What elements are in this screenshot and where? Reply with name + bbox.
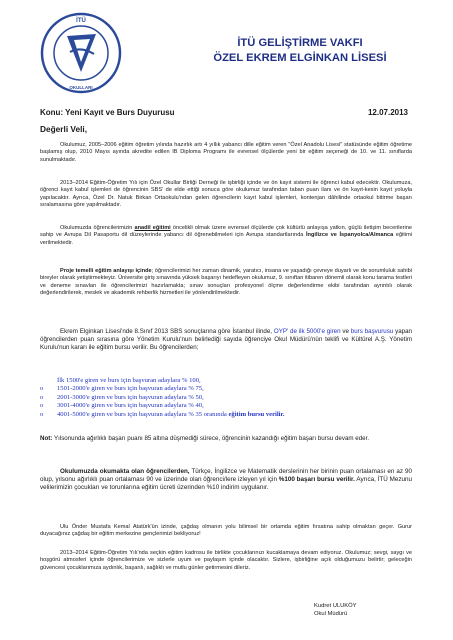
paragraph-closing: 2013–2014 Eğitim-Öğretim Yılı'nda seçkin eğitim kadrosu ile birlikte çocuklarınızı kucaklamaya devam ediyoruz. Okulumuz; sevgi, saygı ve hoşgörü atmosferi içinde öğrencilerimize ve sizlerle uyum ve paylaşım içinde olacaktır. Sizlere, işbirliğine açık olduğumuzu belirtir; geleceğin güvencesi çocuklarımıza aydınlık, başarılı, sağlıklı ve mutlu günler getirmesini dileriz.: [40, 550, 412, 571]
scholarship-list: [40, 377, 412, 419]
paragraph-scholarship: Ekrem Elginkan Lisesi'nde 8.Sınıf 2013 SBS sonuçlarına göre İstanbul ilinde, OYP' de ilk 5000'e giren ve burs başvurusu yapan öğrencilerden puan sırasına göre Yönetim Kurulu'nun belirlediği sayıda öğrenciye Okul Müdürü'nün teklifi ve Kültürel A.Ş. Yönetim Kurulu'nun kararı ile eğitim bursu verilir. Bu öğrencilerden;: [40, 328, 412, 351]
application-highlight: burs başvurusu: [350, 328, 394, 335]
list-item: İlk 1500'e giren ve burs için başvuran adaylara % 100,: [57, 377, 201, 384]
note-label: Not:: [40, 435, 53, 442]
signature-block: [314, 602, 357, 618]
note-paragraph: Not: Yılsonunda ağırlıklı başarı puanı 85 altına düşmediği sürece, öğrencinin kazandığı eğitim başarı bursu devam eder.: [40, 435, 370, 442]
oyp-highlight: OYP' de ilk 5000'e giren: [273, 328, 341, 335]
svg-text:OKULLARI: OKULLARI: [69, 85, 93, 90]
students-emphasis: Okulumuzda okumakta olan öğrencilerden,: [60, 468, 190, 475]
list-item: o 3001-4000'e giren ve burs için başvuran adaylara % 40,: [40, 402, 204, 410]
paragraph-registration: 2013–2014 Eğitim-Öğretim Yılı için Özel Okullar Birliği Derneği ile işbirliği içinde ve ön kayıt sistemi ile öğrenci kabul edecektir. Okulumuza, öğrenci kayıt kabul işlemleri de öğrencinin SBS' de elde ettiği sonuca göre okulumuz tarafından taban puan ilanı ve ön kayıt-kesin kayıt yoluyla yapılacaktır. Ayrıca, Özel Dr. Natuk Birkan Ortaokulu'ndan gelen öğrencilerin kayıt kabul işlemleri, kontenjan dâhilinde ortaokul bitirme başarı sıralamasına göre yapılmaktadır.: [40, 180, 412, 208]
full-scholarship-emphasis: %100 başarı bursu verilir.: [278, 476, 355, 484]
language-emphasis: İngilizce ve İspanyolca/Almanca: [306, 232, 394, 239]
school-name: ÖZEL EKREM ELGİNKAN LİSESİ: [213, 51, 387, 64]
project-emphasis: Proje temelli eğitim anlayışı içinde: [60, 268, 152, 274]
greeting: Değerli Veli,: [40, 124, 88, 134]
paragraph-ataturk: Ulu Önder Mustafa Kemal Atatürk'ün izinde, çağdaş olmanın yolu bilimsel bir ortamda eğitim fırsatına sahip olmaktan geçer. Gurur duyacağınız çağdaş bir eğitim merkezine gençlerimizi bekliyoruz!: [40, 524, 412, 538]
signature-name: Kudret ULUKÖY: [314, 603, 357, 609]
school-logo: [40, 12, 122, 94]
anadil-emphasis: anadil eğitimi: [134, 225, 171, 231]
paragraph-intro: Okulumuz, 2005–2006 eğitim öğretim yılında hazırlık artı 4 yıllık yabancı dille eğitim veren "Özel Anadolu Lisesi" statüsünde eğitim öğretime başlamış olup, 2010 Mayıs ayında akredite edilen IB Diploma Programı ile evrensel ölçülerde yeni bir eğitim seçeneği de 10. ve 11. sınıflarda sunulmaktadır.: [40, 142, 412, 163]
signature-role: Okul Müdürü: [314, 611, 348, 617]
svg-text:İTÜ: İTÜ: [76, 18, 86, 24]
letter-date: 12.07.2013: [367, 108, 408, 117]
subject-line: Konu: Yeni Kayıt ve Burs Duyurusu: [40, 108, 175, 117]
list-item: o 1501-2000'e giren ve burs için başvuran adaylara % 75,: [40, 385, 204, 393]
foundation-name: İTÜ GELİŞTİRME VAKFI: [237, 37, 363, 49]
list-item: o 4001-5000'e giren ve burs için başvuran adaylara % 35 oranında eğitim bursu verilir.: [40, 410, 285, 418]
subject-row: [40, 108, 408, 117]
school-title: [150, 36, 450, 65]
paragraph-language: Okulumuzda öğrencilerimizin anadil eğitimi öncelikli olmak üzere evrensel ölçülerde çok kültürlü anlayışa yatkın, güçlü iletişim becerilerine sahip ve Avrupa Dil Pasaportu dil düzeylerinde yabancı dil öğrenebilmeleri için Avrupa standartlarında İngilizce ve İspanyolca/Almanca eğitimi verilmektedir.: [40, 225, 412, 246]
paragraph-project: Proje temelli eğitim anlayışı içinde; öğrencilerimizi her zaman dinamik, yaratıcı, insana ve yaşadığı çevreye duyarlı ve de sorumluluk sahibi bireyler olarak yetiştirmekteyiz. Üniversite giriş sınavında yüksek başarıyı hedefleyen okulumuz, 9. sınıftan itibaren dönemli olarak konu tarama testleri ve deneme sınavları ile öğrencilerimizi hazırlamakta; sınav sonuçları profesyonel ölçme değerlendirme ekibi tarafından ayrıntılı olarak değerlendirilerek, meslek ve akademik rehberlik hizmetleri ile yönlendirilmektedir.: [40, 268, 412, 296]
list-emphasis: eğitim bursu verilir.: [228, 410, 285, 418]
list-item: o 2001-3000'e giren ve burs için başvuran adaylara % 50,: [40, 393, 204, 401]
paragraph-success-scholarship: Okulumuzda okumakta olan öğrencilerden, Türkçe, İngilizce ve Matematik derslerinin her birinin puan ortalaması en az 90 olup, yılsonu ağırlıklı puan ortalaması 90 ve üzerinde olan öğrenci/lere izleyen yıl için %100 başarı bursu verilir. Ayrıca, İTÜ Mezunu velilerimizin çocukları ve torunlarına eğitim ücreti üzerinden %10 indirim uygulanır.: [40, 468, 413, 492]
